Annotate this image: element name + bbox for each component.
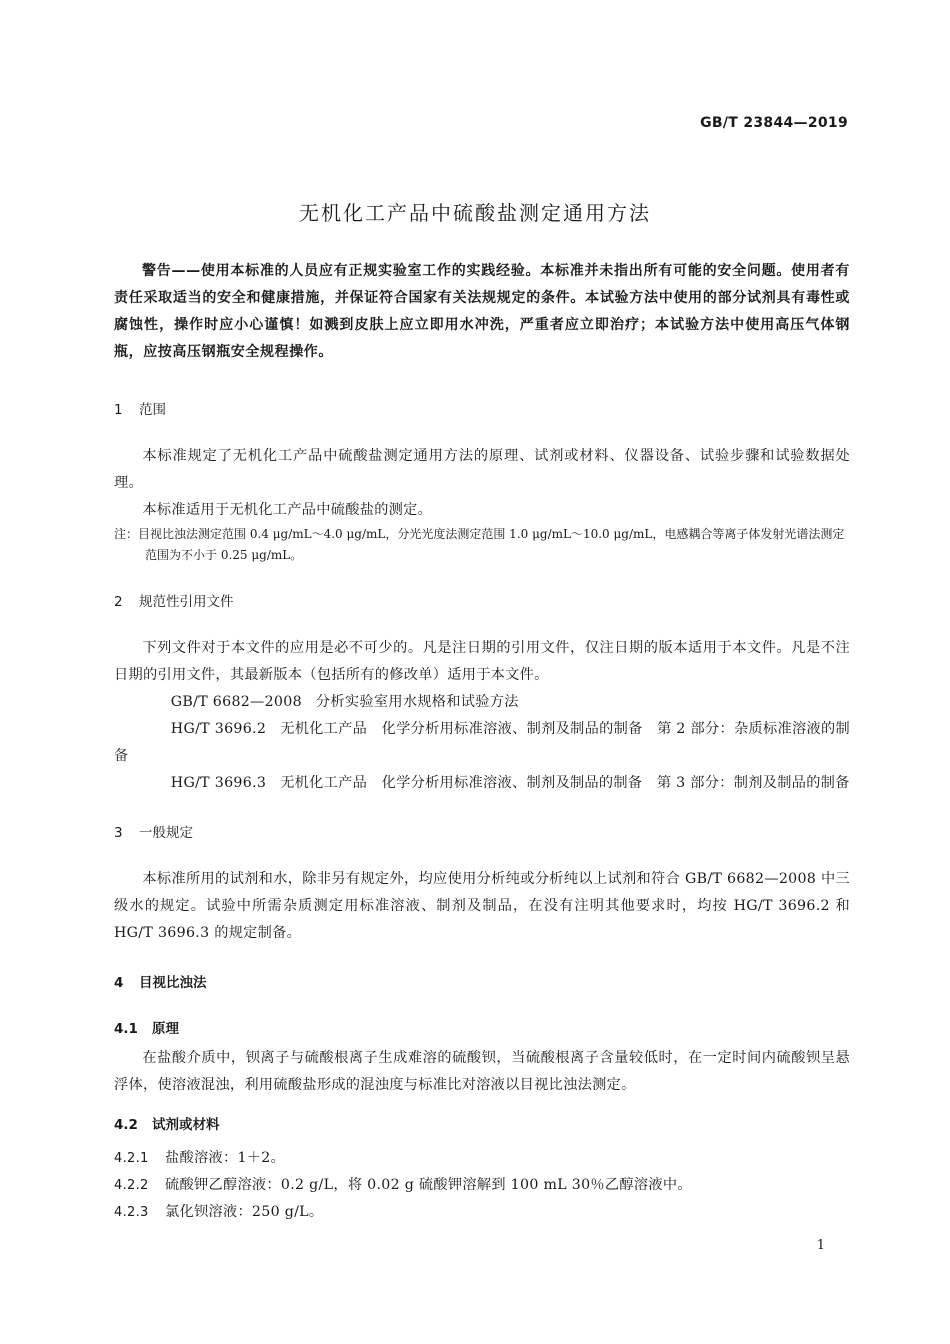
note-label: 注： — [114, 527, 139, 541]
section-number: 4 — [114, 975, 124, 991]
section-number: 2 — [114, 594, 123, 610]
reference-code: HG/T 3696.2 — [170, 721, 267, 737]
scope-paragraph-1: 本标准规定了无机化工产品中硫酸盐测定通用方法的原理、试剂或材料、仪器设备、试验步骤和试验数据处理。 — [114, 448, 850, 491]
reagent-item — [114, 1145, 850, 1172]
reagent-item — [114, 1199, 850, 1226]
reference-title: 无机化工产品 化学分析用标准溶液、制剂及制品的制备 第 3 部分：制剂及制品的制备 — [280, 775, 850, 791]
section-title: 规范性引用文件 — [139, 594, 234, 610]
reference-item — [114, 716, 850, 770]
item-number: 4.2.1 — [114, 1151, 149, 1166]
references-intro: 下列文件对于本文件的应用是必不可少的。凡是注日期的引用文件，仅注日期的版本适用于本文件。凡是不注日期的引用文件，其最新版本（包括所有的修改单）适用于本文件。 — [114, 640, 850, 683]
section-title: 目视比浊法 — [139, 975, 207, 991]
page-number: 1 — [816, 1238, 825, 1253]
warning-paragraph: 警告——使用本标准的人员应有正规实验室工作的实践经验。本标准并未指出所有可能的安全问题。使用者有责任采取适当的安全和健康措施，并保证符合国家有关法规规定的条件。本试验方法中使用的部分试剂具有毒性或腐蚀性，操作时应小心谨慎！如溅到皮肤上应立即用水冲洗，严重者应立即治疗；本试验方法中使用高压气体钢瓶，应按高压钢瓶安全规程操作。 — [114, 263, 850, 360]
section-2-heading — [114, 590, 850, 610]
note-text: 目视比浊法测定范围 0.4 μg/mL～4.0 μg/mL，分光光度法测定范围 1.0 μg/mL～10.0 μg/mL，电感耦合等离子体发射光谱法测定范围为不小于 0.25 μg/mL。 — [138, 527, 845, 562]
reference-title: 分析实验室用水规格和试验方法 — [315, 694, 519, 710]
item-number: 4.2.2 — [114, 1178, 149, 1193]
section-3-heading — [114, 821, 850, 841]
item-text: 盐酸溶液：1＋2。 — [165, 1150, 286, 1166]
section-4-heading — [114, 971, 850, 991]
document-title: 无机化工产品中硫酸盐测定通用方法 — [299, 201, 651, 225]
general-provisions-paragraph: 本标准所用的试剂和水，除非另有规定外，均应使用分析纯或分析纯以上试剂和符合 GB/T 6682—2008 中三级水的规定。试验中所需杂质测定用标准溶液、制剂及制品，在没有注明其他要求时，均按 HG/T 3696.2 和 HG/T 3696.3 的规定制备。 — [114, 871, 850, 941]
subsection-number: 4.1 — [114, 1021, 138, 1037]
scope-paragraph-2: 本标准适用于无机化工产品中硫酸盐的测定。 — [142, 502, 433, 518]
section-number: 1 — [114, 402, 123, 418]
subsection-title: 试剂或材料 — [152, 1117, 220, 1133]
document-body — [114, 258, 850, 1226]
item-text: 氯化钡溶液：250 g/L。 — [165, 1204, 324, 1220]
principle-paragraph: 在盐酸介质中，钡离子与硫酸根离子生成难溶的硫酸钡，当硫酸根离子含量较低时，在一定时间内硫酸钡呈悬浮体，使溶液混浊，利用硫酸盐形成的混浊度与标准比对溶液以目视比浊法测定。 — [114, 1050, 850, 1093]
reference-title: 无机化工产品 化学分析用标准溶液、制剂及制品的制备 第 2 部分：杂质标准溶液的制备 — [114, 721, 850, 764]
item-number: 4.2.3 — [114, 1205, 149, 1220]
subsection-number: 4.2 — [114, 1117, 138, 1133]
reference-item — [114, 770, 850, 797]
reference-code: HG/T 3696.3 — [170, 775, 267, 791]
subsection-4-1-heading — [114, 1017, 850, 1037]
subsection-title: 原理 — [152, 1021, 179, 1037]
reference-item — [114, 689, 850, 716]
scope-note — [114, 524, 850, 566]
section-number: 3 — [114, 825, 123, 841]
reference-code: GB/T 6682—2008 — [170, 694, 302, 710]
subsection-4-2-heading — [114, 1113, 850, 1133]
reagent-item — [114, 1172, 850, 1199]
section-1-heading — [114, 398, 850, 418]
document-code: GB/T 23844—2019 — [700, 115, 848, 131]
section-title: 一般规定 — [139, 825, 193, 841]
item-text: 硫酸钾乙醇溶液：0.2 g/L，将 0.02 g 硫酸钾溶解到 100 mL 30％乙醇溶液中。 — [165, 1177, 692, 1193]
section-title: 范围 — [139, 402, 166, 418]
